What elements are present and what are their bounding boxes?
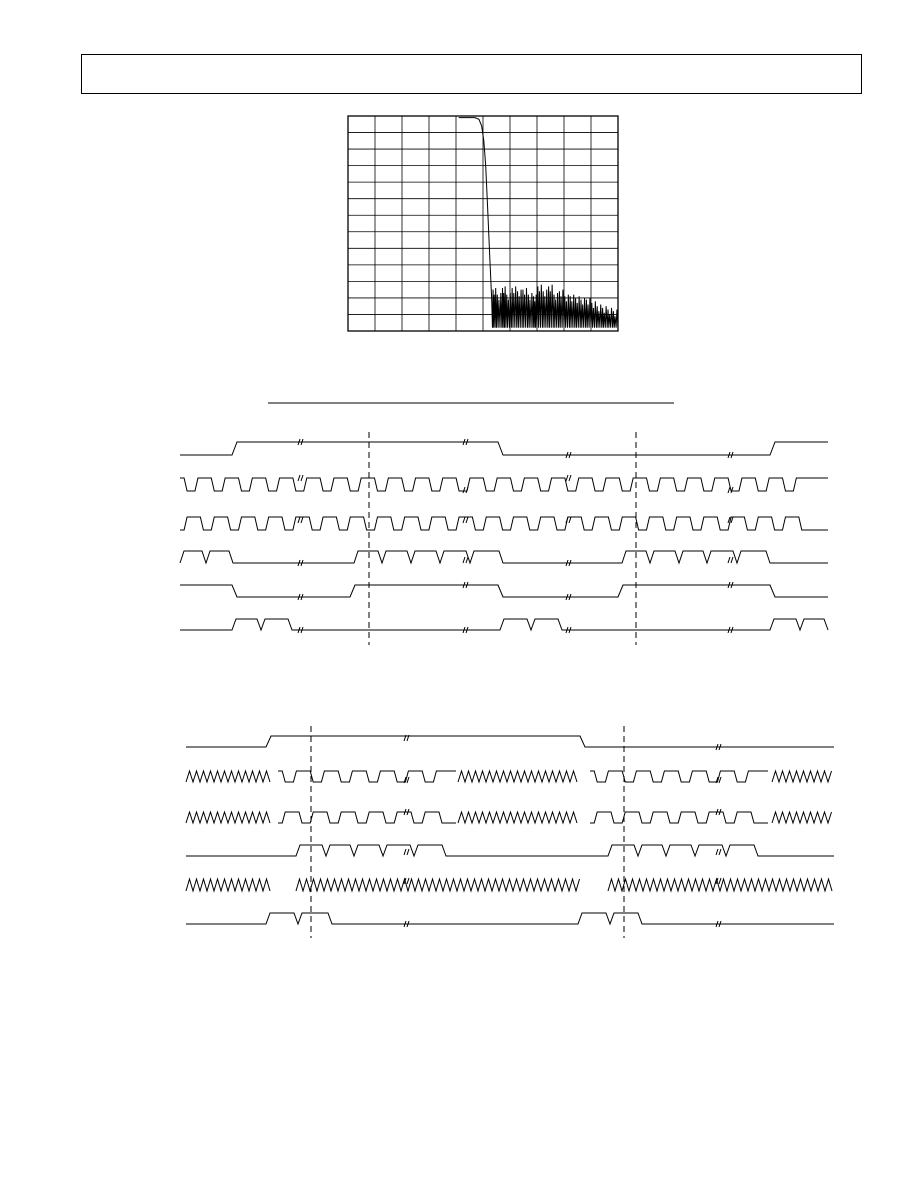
break-mark [463, 517, 468, 523]
timing-diagram-2 [186, 726, 834, 938]
signal-data-bus-2 [186, 913, 834, 924]
signal-data-bus-1 [180, 551, 828, 563]
signal-gated-clock-b [590, 812, 768, 823]
timing-diagram-1 [180, 432, 828, 645]
break-mark [463, 557, 468, 563]
signal-gated-clock-a [590, 771, 768, 782]
signal-frame-inverted [180, 585, 828, 597]
break-mark [463, 487, 468, 493]
signal-clock-b [180, 517, 828, 530]
signal-frame [186, 736, 834, 747]
signal-data-bus-2 [180, 619, 828, 630]
dont-care-region [186, 771, 270, 782]
break-mark [298, 475, 303, 481]
break-mark [716, 849, 721, 855]
break-mark [728, 557, 733, 563]
break-mark [298, 517, 303, 523]
break-mark [566, 475, 571, 481]
dont-care-region [772, 812, 832, 823]
dont-care-region [296, 879, 580, 891]
chart-grid [348, 116, 618, 331]
dont-care-region [186, 879, 270, 891]
signal-gated-clock-a [278, 771, 456, 782]
frequency-response-chart [348, 116, 618, 331]
dont-care-region [458, 812, 577, 823]
dont-care-region [458, 771, 577, 782]
signal-gated-clock-b [278, 812, 456, 823]
signal-frame [180, 442, 828, 455]
break-mark [404, 849, 409, 855]
signal-data-bus-1 [186, 845, 834, 856]
dont-care-region [186, 812, 270, 823]
dont-care-region [772, 771, 832, 782]
break-mark [566, 517, 571, 523]
signal-clock-a [180, 478, 828, 491]
